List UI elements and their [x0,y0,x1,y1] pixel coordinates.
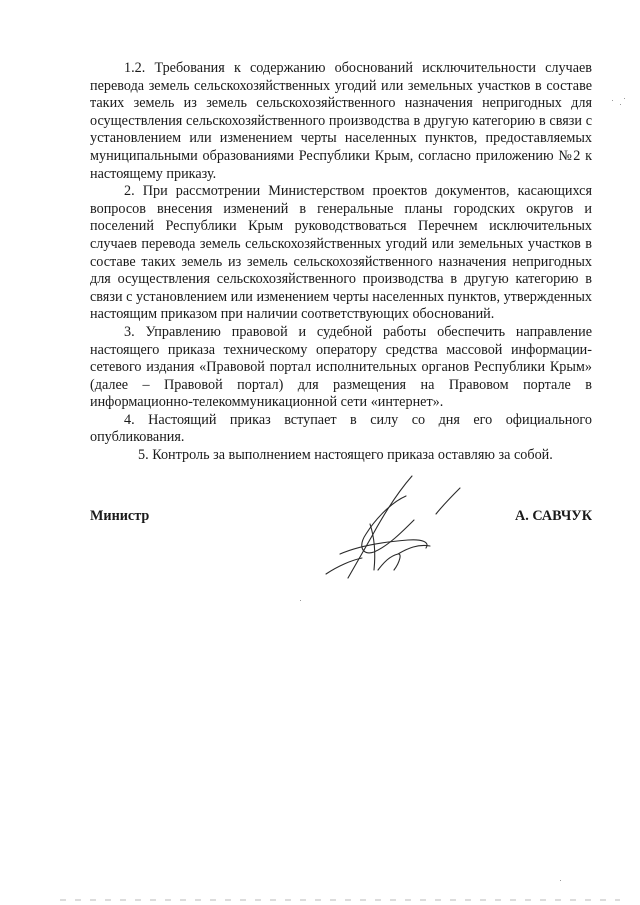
scan-speck [612,100,613,101]
scan-edge-artifact [60,896,620,904]
signatory-name: А. САВЧУК [515,508,592,524]
paragraph-5: 5. Контроль за выполнением настоящего приказа оставляю за собой. [138,447,553,464]
scan-speck [624,98,625,99]
scan-speck [560,880,561,881]
document-body [90,60,592,465]
signatory-title: Министр [90,508,150,524]
handwritten-signature [318,474,468,584]
scan-speck [300,600,301,601]
scan-speck [620,104,621,105]
paragraph-4: 4. Настоящий приказ вступает в силу со дня его официального опубликования. [90,411,592,446]
paragraph-2: 2. При рассмотрении Министерством проектов документов, касающихся вопросов внесения изменений в генеральные планы городских округов и поселений Республики Крым руководствоваться Перечнем исключительных случаев перевода земель сельскохозяйственных угодий или земельных участков в составе таких земель из земель сельскохозяйственного назначения непригодных для осуществления сельскохозяйственного производства в другую категорию в связи с установлением или изменением черты населенных пунктов, утвержденных настоящим приказом при наличии соответствующих обоснований. [90,183,592,323]
paragraph-1-2: 1.2. Требования к содержанию обоснований исключительности случаев перевода земель сельскохозяйственных угодий или земельных участков в составе таких земель из земель сельскохозяйственного назначения непригодных для осуществления сельскохозяйственного производства в другую категорию в связи с установлением или изменением черты населенных пунктов, предоставляемых муниципальными образованиями Республики Крым, согласно приложению №2 к настоящему приказу. [90,60,592,182]
paragraph-3: 3. Управлению правовой и судебной работы обеспечить направление настоящего приказа техническому оператору средства массовой информации-сетевого издания «Правовой портал исполнительных органов Республики Крым» (далее – Правовой портал) для размещения на Правовом портале в информационно-телекоммуникационной сети «интернет». [90,323,592,411]
